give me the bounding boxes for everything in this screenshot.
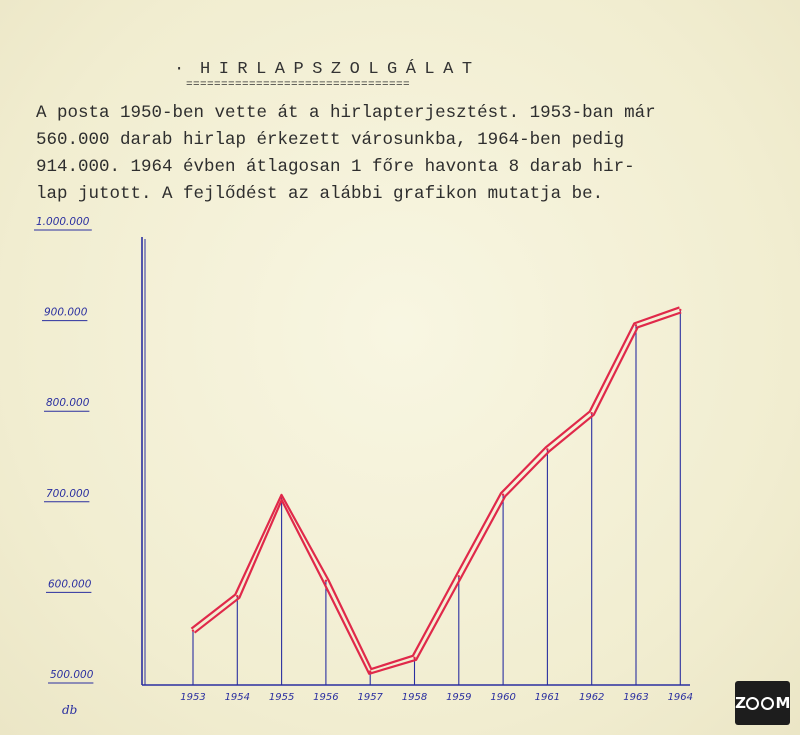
y-axis-unit-label: db [62,703,78,717]
newspaper-line-chart [0,216,800,725]
page-title: HIRLAPSZOLGÁLAT [200,60,481,79]
data-point [325,580,327,582]
x-tick-label: 1954 [224,692,251,703]
paragraph-line: 914.000. 1964 évben átlagosan 1 főre havonta 8 darab hir- [36,157,635,177]
data-line-inner [195,312,682,673]
y-tick-label: 1.000.000 [36,216,90,228]
data-point [413,657,415,659]
x-tick-label: 1963 [623,692,649,703]
data-point [502,494,504,496]
x-tick-label: 1960 [490,692,516,703]
data-point [369,670,371,672]
title-bullet: · [174,60,185,79]
x-tick-label: 1958 [401,692,428,703]
x-tick-label: 1959 [446,692,472,703]
paragraph-line: lap jutott. A fejlődést az alábbi grafikon mutatja be. [36,184,604,204]
y-tick-label: 900.000 [44,306,88,319]
zoom-logo: Z M [735,681,790,725]
x-tick-label: 1953 [180,692,206,703]
data-point [679,309,681,311]
y-axis-ticks [34,216,94,717]
data-point [192,629,194,631]
x-tick-label: 1962 [578,692,605,703]
data-point [591,412,593,414]
paragraph-line: 560.000 darab hirlap érkezett városunkba, 1964-ben pedig [36,130,625,150]
x-tick-label: 1956 [313,692,339,703]
data-point [280,496,282,498]
x-tick-label: 1964 [667,692,694,703]
x-tick-label: 1957 [357,692,383,703]
data-point [635,324,637,326]
y-tick-label: 500.000 [50,669,94,681]
year-stems [193,310,680,685]
data-line [191,307,681,673]
chart-axes [142,237,690,685]
x-tick-label: 1955 [268,692,295,703]
data-point [546,448,548,450]
data-point [458,575,460,577]
x-axis-labels [180,692,693,703]
paragraph-line: A posta 1950-ben vette át a hirlapterjesztést. 1953-ban már [36,103,656,123]
data-point [236,595,238,597]
data-line-outer [191,307,679,669]
y-tick-label: 600.000 [48,578,92,591]
y-tick-label: 700.000 [46,487,90,500]
y-tick-label: 800.000 [46,397,90,410]
title-underline: ================================ [186,79,411,91]
intro-paragraph [36,100,736,208]
x-tick-label: 1961 [534,692,561,703]
